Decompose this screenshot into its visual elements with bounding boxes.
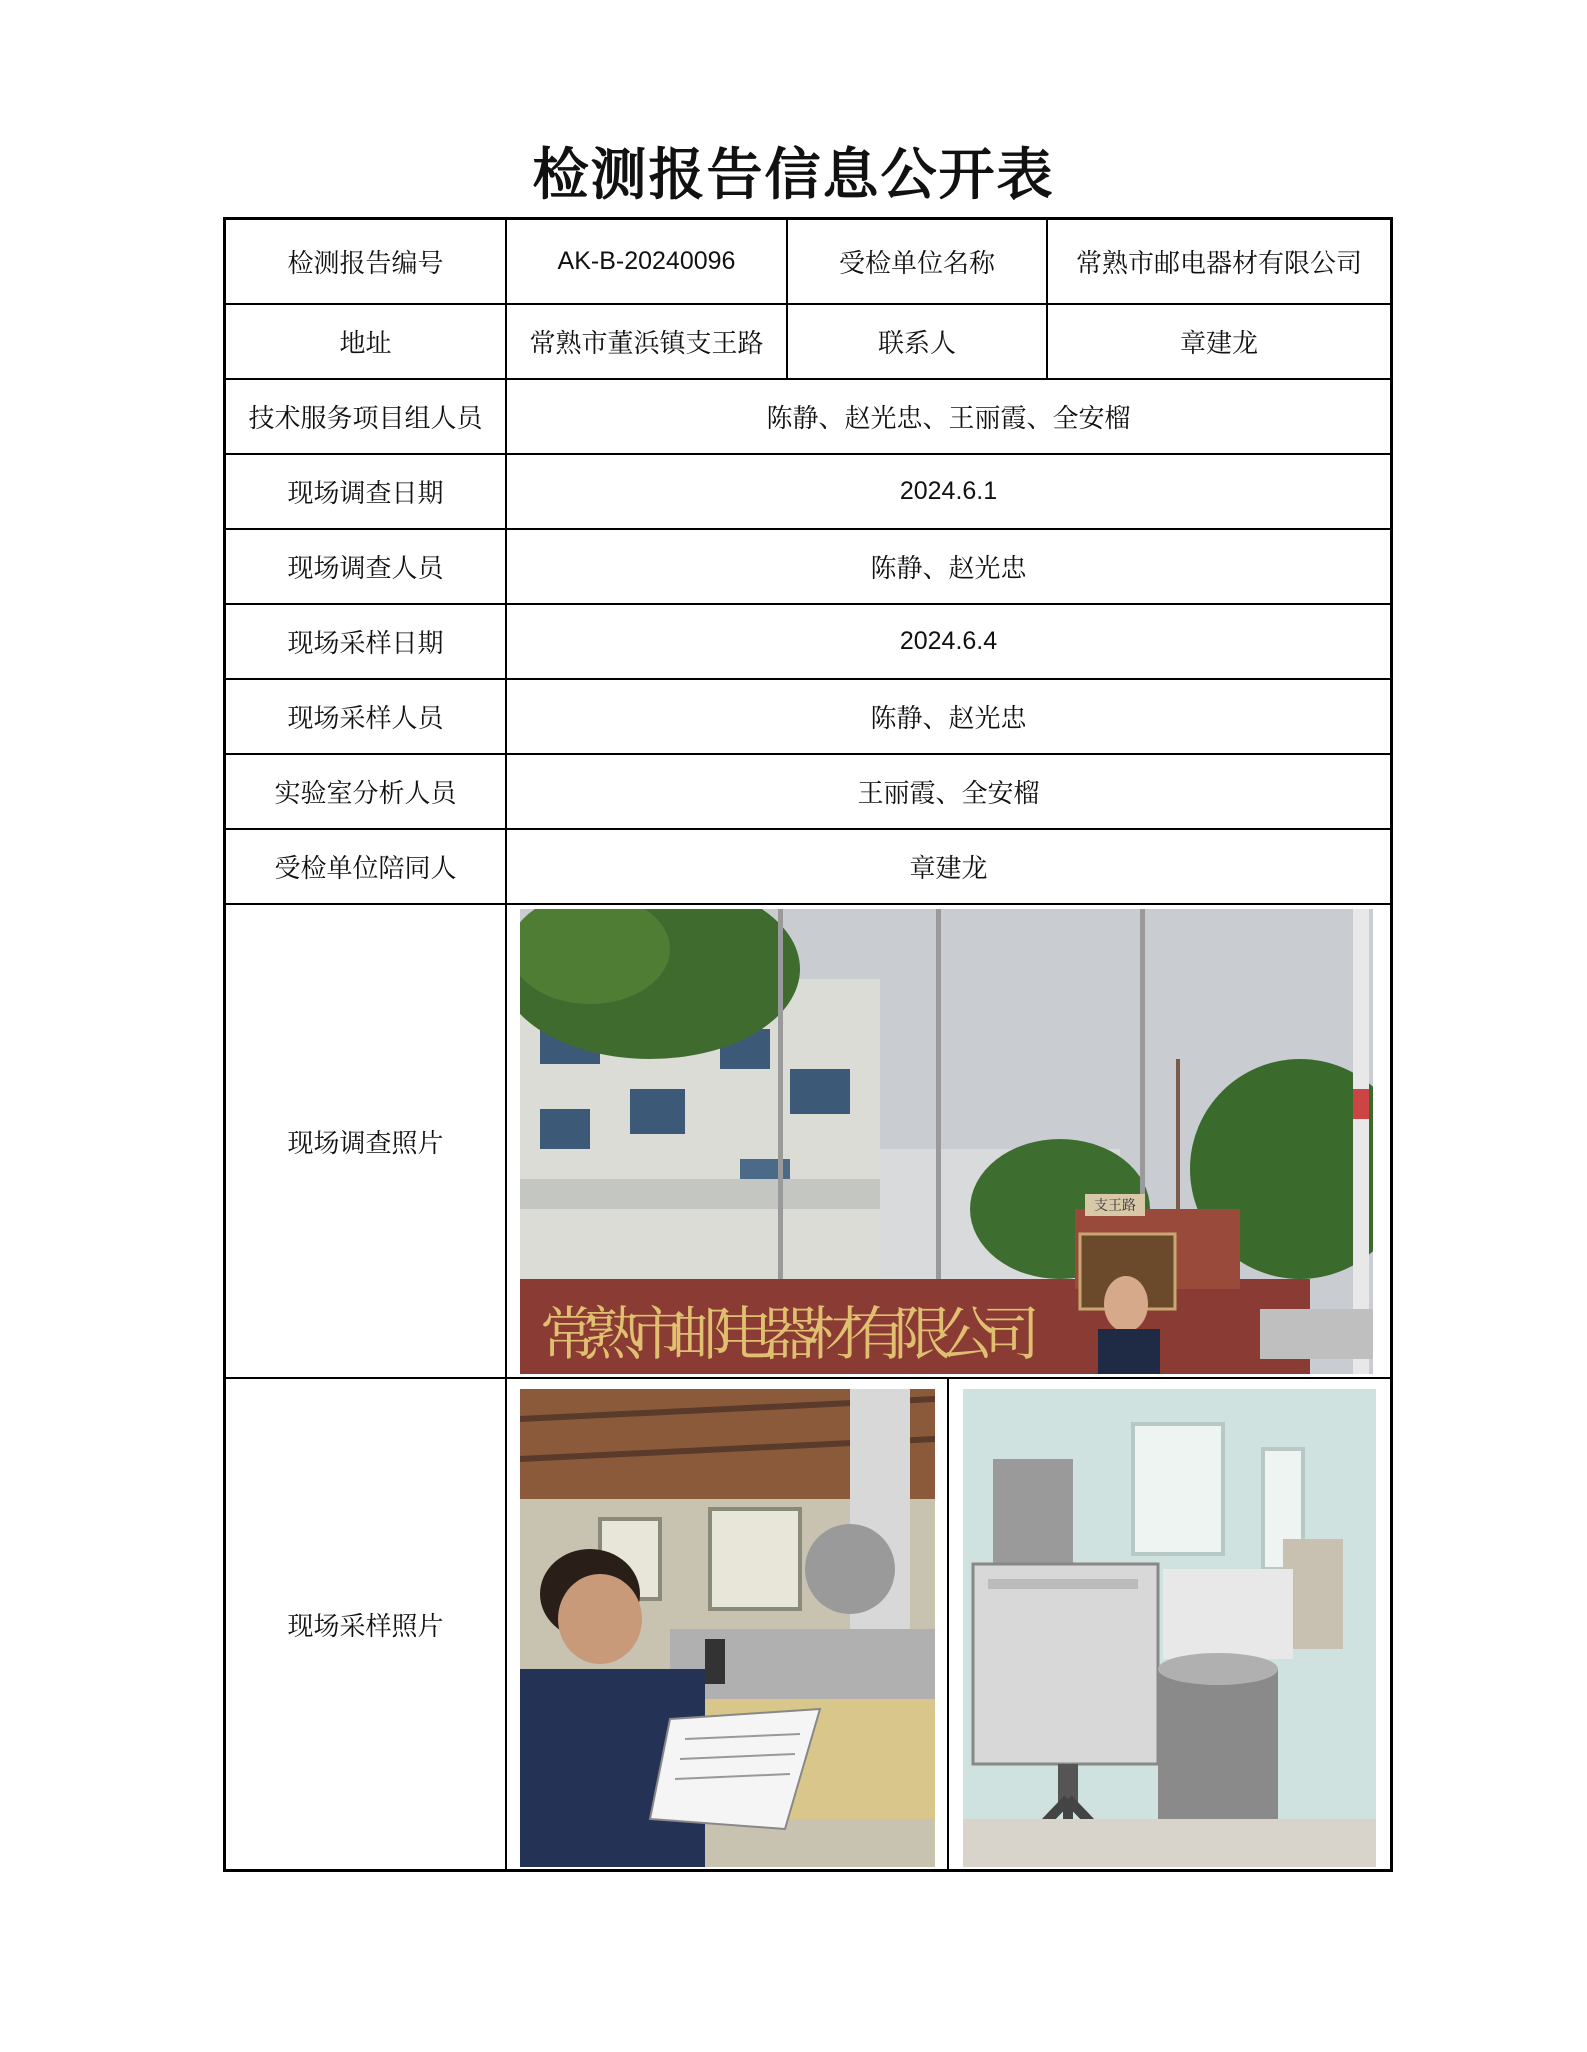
sampling-photo-1 (520, 1389, 935, 1867)
survey-date-value: 2024.6.1 (899, 477, 998, 505)
report-no-label: 检测报告编号 (287, 249, 444, 279)
address-value: 常熟市董浜镇支王路 (529, 329, 764, 359)
worker-measuring-image (520, 1389, 935, 1867)
contact-label: 联系人 (877, 329, 956, 359)
road-sign-text: 支王路 (1094, 1198, 1136, 1214)
page-title: 检测报告信息公开表 (532, 142, 1055, 208)
survey-staff-label: 现场调查人员 (287, 554, 444, 584)
info-table (223, 217, 1393, 1872)
survey-staff-value: 陈静、赵光忠 (870, 554, 1027, 584)
lab-staff-value: 王丽霞、全安榴 (857, 779, 1040, 809)
sampling-staff-value: 陈静、赵光忠 (870, 704, 1027, 734)
sampling-photo-2 (963, 1389, 1376, 1867)
escort-label: 受检单位陪同人 (274, 854, 457, 884)
unit-label: 受检单位名称 (838, 249, 995, 279)
contact-value: 章建龙 (1179, 329, 1258, 359)
sampling-photo-label: 现场采样照片 (287, 1611, 444, 1642)
survey-date-label: 现场调查日期 (287, 479, 444, 509)
unit-value: 常熟市邮电器材有限公司 (1075, 249, 1362, 279)
sampling-date-label: 现场采样日期 (287, 629, 444, 659)
sampling-date-value: 2024.6.4 (899, 627, 998, 655)
address-label: 地址 (339, 329, 392, 359)
lab-staff-label: 实验室分析人员 (274, 779, 457, 809)
sampling-equipment-image (963, 1389, 1376, 1867)
survey-photo (520, 909, 1373, 1374)
team-label: 技术服务项目组人员 (248, 404, 483, 434)
team-value: 陈静、赵光忠、王丽霞、全安榴 (766, 404, 1131, 434)
survey-photo-label: 现场调查照片 (287, 1128, 444, 1159)
col-divider (947, 1377, 949, 1869)
gate-sign-text: 常熟市邮电器材有限公司 (540, 1300, 1040, 1368)
factory-gate-image (520, 909, 1373, 1374)
escort-value: 章建龙 (909, 854, 988, 884)
report-no-value: AK-B-20240096 (557, 247, 736, 275)
sampling-staff-label: 现场采样人员 (287, 704, 444, 734)
